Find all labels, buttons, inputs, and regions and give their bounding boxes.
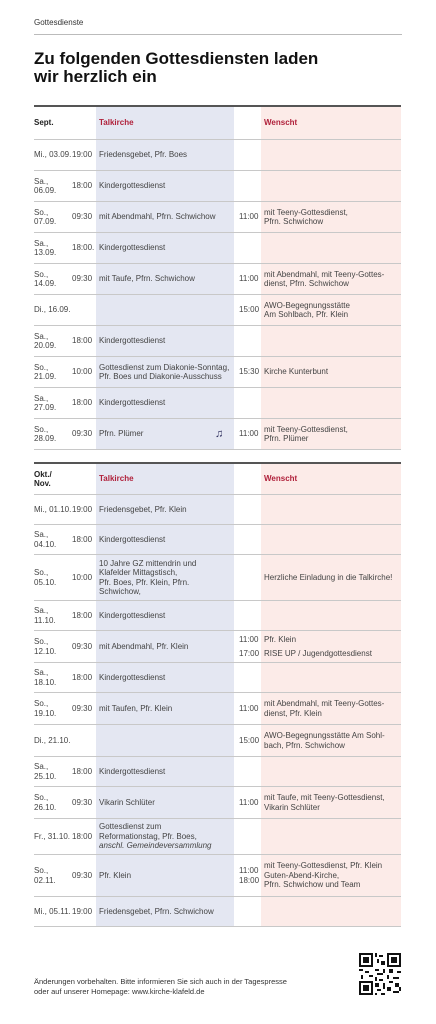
date-cell <box>34 663 72 692</box>
qr-code-icon <box>359 953 401 995</box>
wenscht-text: Pfrn. Schwichow und Team <box>264 880 361 890</box>
time-cell <box>72 495 96 524</box>
wenscht-cell <box>264 202 399 232</box>
talkirche-text: mit Abendmahl, Pfr. Klein <box>99 641 189 651</box>
date-text: Mi., 05.11. <box>34 906 71 916</box>
schedule-row <box>34 171 401 202</box>
schedule-row <box>34 295 401 326</box>
wenscht-time-cell <box>239 171 261 201</box>
time-cell <box>72 171 96 201</box>
month-label-line-2: Nov. <box>34 479 51 488</box>
wenscht-time-text: 15:00 <box>239 305 260 315</box>
talkirche-cell <box>99 663 231 692</box>
wenscht-text: RISE UP / Jugendgottesdienst <box>264 649 372 658</box>
schedule-row <box>34 419 401 450</box>
wenscht-time-cell <box>239 326 261 356</box>
time-text: 18:00 <box>72 766 93 776</box>
wenscht-time-cell <box>239 787 261 818</box>
date-text: Sa., 13.09. <box>34 238 57 257</box>
talkirche-text: anschl. Gemeindeversammlung <box>99 841 212 851</box>
talkirche-cell <box>99 295 231 325</box>
wenscht-cell <box>264 725 399 756</box>
date-text: Di., 21.10. <box>34 735 71 745</box>
wenscht-cell <box>264 631 399 662</box>
wenscht-text: AWO-Begegnungsstätte Am Sohl- <box>264 731 385 740</box>
time-text: 18:00 <box>72 534 93 544</box>
time-cell <box>72 326 96 356</box>
page-title-line-2: wir herzlich ein <box>34 67 157 86</box>
talkirche-cell <box>99 555 231 600</box>
time-text: 09:30 <box>72 797 93 807</box>
schedule-row <box>34 897 401 927</box>
wenscht-cell <box>264 171 399 201</box>
talkirche-header <box>99 464 231 494</box>
date-cell <box>34 725 72 756</box>
wenscht-text: mit Taufe, mit Teeny-Gottesdienst, <box>264 793 385 802</box>
talkirche-text: Reformationstag, Pfr. Boes, <box>99 831 197 841</box>
wenscht-cell <box>264 326 399 356</box>
month-label <box>34 107 72 139</box>
date-cell <box>34 140 72 170</box>
footer-line-2: oder auf unserer Homepage: www.kirche-klafeld.de <box>34 987 205 996</box>
date-text: So., 28.09. <box>34 424 57 443</box>
time-text: 18:00 <box>72 398 93 408</box>
wenscht-cell <box>264 419 399 449</box>
wenscht-text: Herzliche Einladung in die Talkirche! <box>264 572 393 582</box>
date-cell <box>34 264 72 294</box>
schedule-row <box>34 631 401 663</box>
date-text: Sa., 20.09. <box>34 331 57 350</box>
talkirche-text: Kindergottesdienst <box>99 336 166 346</box>
wenscht-time-text: 11:00 <box>239 212 259 222</box>
talkirche-header-text: Talkirche <box>99 474 134 484</box>
time-cell <box>72 787 96 818</box>
time-text: 09:30 <box>72 212 93 222</box>
wenscht-text: Vikarin Schlüter <box>264 802 320 812</box>
wenscht-time-cell <box>239 295 261 325</box>
talkirche-cell <box>99 725 231 756</box>
time-text: 18:00 <box>72 672 93 682</box>
wenscht-text: dienst, Pfrn. Schwichow <box>264 279 349 288</box>
schedule-row <box>34 663 401 693</box>
time-cell <box>72 525 96 554</box>
schedule-row <box>34 555 401 601</box>
date-cell <box>34 897 72 926</box>
time-cell <box>72 663 96 692</box>
wenscht-time-cell <box>239 725 261 756</box>
talkirche-cell <box>99 693 231 724</box>
talkirche-cell <box>99 171 231 201</box>
time-text: 10:00 <box>72 367 93 377</box>
talkirche-text: Kindergottesdienst <box>99 534 166 544</box>
date-cell <box>34 601 72 630</box>
talkirche-cell <box>99 264 231 294</box>
wenscht-cell <box>264 525 399 554</box>
time-text: 09:30 <box>72 429 93 439</box>
talkirche-cell <box>99 202 231 232</box>
date-text: Sa., 27.09. <box>34 393 57 412</box>
talkirche-text: mit Taufen, Pfr. Klein <box>99 703 173 713</box>
wenscht-cell <box>264 388 399 418</box>
wenscht-time-cell <box>239 693 261 724</box>
date-cell <box>34 693 72 724</box>
date-cell <box>34 631 72 662</box>
talkirche-cell <box>99 855 231 896</box>
wenscht-cell <box>264 663 399 692</box>
date-cell <box>34 787 72 818</box>
wenscht-time-cell <box>239 495 261 524</box>
wenscht-cell <box>264 757 399 786</box>
wenscht-text: dienst, Pfr. Klein <box>264 708 322 718</box>
wenscht-cell <box>264 295 399 325</box>
time-cell <box>72 819 96 854</box>
wenscht-time-text: 15:30 <box>239 367 260 377</box>
wenscht-time-text: 11:00 <box>239 797 259 807</box>
schedule-row <box>34 787 401 819</box>
time-cell <box>72 897 96 926</box>
schedule-row <box>34 855 401 897</box>
wenscht-time-text: 15:00 <box>239 735 260 745</box>
time-cell <box>72 855 96 896</box>
date-text: So., 07.09. <box>34 207 57 226</box>
time-cell <box>72 140 96 170</box>
wenscht-time-cell <box>239 525 261 554</box>
wenscht-time-text: 11:00 <box>239 634 259 644</box>
schedule-row <box>34 495 401 525</box>
talkirche-text: Kindergottesdienst <box>99 398 166 408</box>
wenscht-time-cell <box>239 555 261 600</box>
wenscht-text: mit Abendmahl, mit Teeny-Gottes- <box>264 269 385 279</box>
date-text: Mi., 01.10. <box>34 504 72 514</box>
schedule-oktober-november <box>34 462 401 927</box>
schedule-row <box>34 357 401 388</box>
wenscht-time-text: 11:00 <box>239 274 259 284</box>
schedule-row <box>34 819 401 855</box>
wenscht-cell <box>264 140 399 170</box>
date-cell <box>34 233 72 263</box>
wenscht-cell <box>264 855 399 896</box>
schedule-header <box>34 107 401 140</box>
top-rule <box>34 34 402 35</box>
footer-note <box>34 977 287 997</box>
date-text: So., 05.10. <box>34 568 57 587</box>
talkirche-text: 10 Jahre GZ mittendrin und <box>99 558 197 568</box>
wenscht-cell <box>264 819 399 854</box>
time-text: 18:00 <box>72 336 93 346</box>
time-text: 09:30 <box>72 274 93 284</box>
talkirche-text: Gottesdienst zum Diakonie-Sonntag, <box>99 362 230 372</box>
wenscht-time-cell <box>239 264 261 294</box>
schedule-row <box>34 601 401 631</box>
time-text: 19:00 <box>72 504 93 514</box>
wenscht-time-text: 18:00 <box>239 875 260 885</box>
talkirche-text: Pfr. Boes und Diakonie-Ausschuss <box>99 372 222 381</box>
wenscht-time-cell <box>239 631 261 662</box>
talkirche-cell <box>99 819 231 854</box>
time-text: 09:30 <box>72 703 93 713</box>
talkirche-cell <box>99 897 231 926</box>
wenscht-text: mit Teeny-Gottesdienst, <box>264 424 348 434</box>
date-text: Sa., 18.10. <box>34 668 57 687</box>
date-text: Di., 16.09. <box>34 305 71 315</box>
date-cell <box>34 525 72 554</box>
talkirche-text: Kindergottesdienst <box>99 243 166 253</box>
date-cell <box>34 357 72 387</box>
talkirche-cell <box>99 357 231 387</box>
wenscht-cell <box>264 897 399 926</box>
page-title <box>34 50 394 86</box>
wenscht-cell <box>264 601 399 630</box>
wenscht-time-cell <box>239 419 261 449</box>
date-cell <box>34 326 72 356</box>
talkirche-text: Kindergottesdienst <box>99 610 166 620</box>
date-cell <box>34 171 72 201</box>
talkirche-text: Friedensgebet, Pfr. Boes <box>99 150 188 160</box>
wenscht-text: mit Teeny-Gottesdienst, Pfr. Klein <box>264 861 383 871</box>
date-text: Sa., 25.10. <box>34 762 57 781</box>
schedule-september <box>34 105 401 450</box>
date-text: So., 14.09. <box>34 269 57 288</box>
footer-line-1: Änderungen vorbehalten. Bitte informieren Sie sich auch in der Tagespresse <box>34 977 287 986</box>
time-cell <box>72 757 96 786</box>
wenscht-header <box>264 464 399 494</box>
wenscht-time-cell <box>239 388 261 418</box>
time-cell <box>72 295 96 325</box>
time-text: 10:00 <box>72 572 93 582</box>
wenscht-cell <box>264 233 399 263</box>
talkirche-text: Klafelder Mittagstisch, <box>99 568 178 577</box>
time-text: 19:00 <box>72 906 93 916</box>
schedule-header <box>34 464 401 495</box>
wenscht-text: Am Sohlbach, Pfr. Klein <box>264 310 349 319</box>
wenscht-text: mit Teeny-Gottesdienst, <box>264 207 348 217</box>
time-text: 19:00 <box>72 150 93 160</box>
wenscht-cell <box>264 693 399 724</box>
talkirche-header-text: Talkirche <box>99 118 134 128</box>
date-text: So., 26.10. <box>34 793 57 812</box>
wenscht-text: Guten-Abend-Kirche, <box>264 870 340 880</box>
talkirche-text: Pfr. Klein <box>99 870 132 880</box>
wenscht-text: bach, Pfrn. Schwichow <box>264 740 345 750</box>
talkirche-text: Gottesdienst zum <box>99 822 162 832</box>
time-text: 18:00 <box>72 831 93 841</box>
music-note-icon: ♫ <box>215 428 224 440</box>
talkirche-text: Vikarin Schlüter <box>99 797 155 807</box>
wenscht-time-cell <box>239 233 261 263</box>
wenscht-cell <box>264 495 399 524</box>
wenscht-header <box>264 107 399 139</box>
time-text: 18:00. <box>72 243 95 253</box>
schedule-row <box>34 140 401 171</box>
date-cell <box>34 757 72 786</box>
wenscht-cell <box>264 357 399 387</box>
time-cell <box>72 725 96 756</box>
wenscht-header-text: Wenscht <box>264 118 298 128</box>
date-text: Sa., 06.09. <box>34 176 57 195</box>
talkirche-cell <box>99 140 231 170</box>
talkirche-cell <box>99 419 231 449</box>
schedule-row <box>34 233 401 264</box>
date-text: So., 19.10. <box>34 699 57 718</box>
wenscht-text: Pfr. Klein <box>264 634 297 644</box>
talkirche-cell <box>99 601 231 630</box>
schedule-row <box>34 693 401 725</box>
page-title-line-1: Zu folgenden Gottesdiensten laden <box>34 49 319 68</box>
time-cell <box>72 555 96 600</box>
talkirche-cell <box>99 233 231 263</box>
wenscht-time-cell <box>239 140 261 170</box>
wenscht-time-cell <box>239 663 261 692</box>
talkirche-text: Friedensgebet, Pfr. Klein <box>99 504 187 514</box>
wenscht-time-text: 11:00 <box>239 429 259 439</box>
wenscht-text: Pfrn. Plümer <box>264 434 309 443</box>
time-text: 09:30 <box>72 870 93 880</box>
wenscht-time-text: 11:00 <box>239 866 259 875</box>
wenscht-text: AWO-Begegnungsstätte <box>264 300 350 310</box>
wenscht-cell <box>264 264 399 294</box>
wenscht-text: mit Abendmahl, mit Teeny-Gottes- <box>264 699 385 708</box>
talkirche-text: mit Abendmahl, Pfrn. Schwichow <box>99 212 216 222</box>
date-cell <box>34 295 72 325</box>
wenscht-time-cell <box>239 819 261 854</box>
date-text: Sa., 04.10. <box>34 530 57 549</box>
talkirche-text: mit Taufe, Pfrn. Schwichow <box>99 274 195 284</box>
date-cell <box>34 419 72 449</box>
talkirche-cell <box>99 787 231 818</box>
wenscht-text: Pfrn. Schwichow <box>264 217 324 226</box>
time-cell <box>72 419 96 449</box>
talkirche-text: Kindergottesdienst <box>99 181 166 191</box>
date-cell <box>34 819 72 854</box>
talkirche-text: Friedensgebet, Pfrn. Schwichow <box>99 906 214 916</box>
time-cell <box>72 601 96 630</box>
wenscht-text: Kirche Kunterbunt <box>264 367 329 377</box>
wenscht-time-text: 11:00 <box>239 703 259 713</box>
schedule-row <box>34 525 401 555</box>
wenscht-time-cell <box>239 202 261 232</box>
schedule-row <box>34 388 401 419</box>
talkirche-text: Kindergottesdienst <box>99 766 166 776</box>
time-cell <box>72 264 96 294</box>
date-text: Sa., 11.10. <box>34 606 56 625</box>
month-label-text: Sept. <box>34 118 54 128</box>
time-cell <box>72 693 96 724</box>
talkirche-cell <box>99 388 231 418</box>
talkirche-text: Pfr. Boes, Pfr. Klein, Pfrn. Schwichow, <box>99 577 190 596</box>
month-label-line-1: Okt./ <box>34 469 52 479</box>
wenscht-time-cell <box>239 601 261 630</box>
wenscht-time-cell <box>239 757 261 786</box>
date-cell <box>34 855 72 896</box>
date-cell <box>34 495 72 524</box>
talkirche-cell <box>99 326 231 356</box>
date-cell <box>34 555 72 600</box>
schedule-row <box>34 264 401 295</box>
schedule-row <box>34 725 401 757</box>
date-text: Fr., 31.10. <box>34 831 71 841</box>
time-text: 18:00 <box>72 610 93 620</box>
talkirche-text: Pfrn. Plümer <box>99 429 144 439</box>
date-cell <box>34 388 72 418</box>
date-text: So., 12.10. <box>34 637 57 656</box>
wenscht-header-text: Wenscht <box>264 474 298 484</box>
time-cell <box>72 233 96 263</box>
time-text: 18:00 <box>72 181 93 191</box>
time-cell <box>72 202 96 232</box>
wenscht-time-text: 17:00 <box>239 649 260 658</box>
wenscht-time-cell <box>239 357 261 387</box>
schedule-row <box>34 757 401 787</box>
talkirche-text: Kindergottesdienst <box>99 672 166 682</box>
wenscht-cell <box>264 787 399 818</box>
talkirche-cell <box>99 525 231 554</box>
talkirche-cell <box>99 495 231 524</box>
talkirche-cell <box>99 631 231 662</box>
wenscht-time-cell <box>239 855 261 896</box>
wenscht-time-cell <box>239 897 261 926</box>
schedule-row <box>34 326 401 357</box>
schedule-row <box>34 202 401 233</box>
talkirche-header <box>99 107 231 139</box>
section-label: Gottesdienste <box>34 18 84 27</box>
wenscht-cell <box>264 555 399 600</box>
time-cell <box>72 357 96 387</box>
time-cell <box>72 631 96 662</box>
date-text: Mi., 03.09. <box>34 150 72 160</box>
talkirche-cell <box>99 757 231 786</box>
month-label <box>34 464 72 494</box>
time-cell <box>72 388 96 418</box>
date-text: So., 21.09. <box>34 362 57 381</box>
time-text: 09:30 <box>72 641 93 651</box>
date-cell <box>34 202 72 232</box>
date-text: So., 02.11. <box>34 866 56 885</box>
